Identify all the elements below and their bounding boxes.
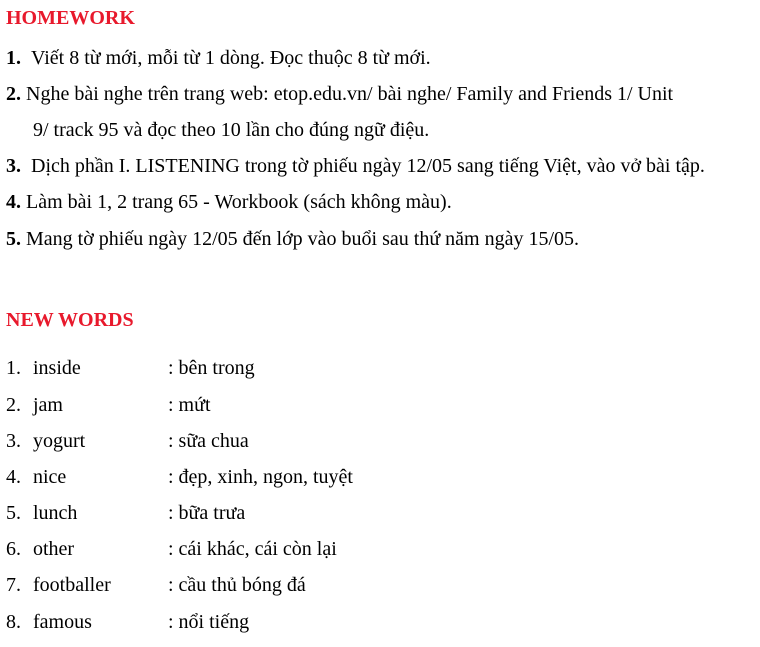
new-word-meaning: : đẹp, xinh, ngon, tuyệt xyxy=(168,466,353,488)
new-word-english: yogurt xyxy=(33,430,86,452)
homework-item-text: Dịch phần I. LISTENING trong tờ phiếu ngày 12/05 sang tiếng Việt, vào vở bài tập. xyxy=(31,155,705,177)
homework-item-number: 4. xyxy=(6,191,21,213)
new-word-number: 3. xyxy=(6,430,21,452)
new-word-meaning: : cầu thủ bóng đá xyxy=(168,574,306,596)
homework-item-2 xyxy=(6,82,673,106)
homework-item-2-continuation: 9/ track 95 và đọc theo 10 lần cho đúng ngữ điệu. xyxy=(33,119,430,141)
homework-heading: HOMEWORK xyxy=(6,7,135,29)
homework-item-number: 1. xyxy=(6,47,21,69)
homework-item-text: Làm bài 1, 2 trang 65 - Workbook (sách không màu). xyxy=(26,191,452,213)
new-word-meaning: : sữa chua xyxy=(168,430,249,452)
new-word-number: 2. xyxy=(6,394,21,416)
new-word-number: 8. xyxy=(6,611,21,633)
homework-item-5 xyxy=(6,227,579,251)
new-word-number: 6. xyxy=(6,538,21,560)
homework-item-4 xyxy=(6,190,452,214)
new-word-meaning: : bên trong xyxy=(168,357,255,379)
new-words-heading: NEW WORDS xyxy=(6,309,134,331)
new-word-english: other xyxy=(33,538,75,560)
new-word-english: famous xyxy=(33,611,92,633)
new-word-meaning: : cái khác, cái còn lại xyxy=(168,538,337,560)
new-word-number: 4. xyxy=(6,466,21,488)
new-word-meaning: : bữa trưa xyxy=(168,502,246,524)
new-word-meaning: : nổi tiếng xyxy=(168,611,250,633)
homework-item-text: Mang tờ phiếu ngày 12/05 đến lớp vào buổi sau thứ năm ngày 15/05. xyxy=(26,228,580,250)
new-word-english: footballer xyxy=(33,574,111,596)
new-word-english: inside xyxy=(33,357,81,379)
new-word-english: lunch xyxy=(33,502,78,524)
homework-item-number: 3. xyxy=(6,155,21,177)
homework-item-text: Viết 8 từ mới, mỗi từ 1 dòng. Đọc thuộc 8 từ mới. xyxy=(31,47,431,69)
homework-item-number: 5. xyxy=(6,228,21,250)
new-word-number: 7. xyxy=(6,574,21,596)
homework-item-text: Nghe bài nghe trên trang web: etop.edu.vn/ bài nghe/ Family and Friends 1/ Unit xyxy=(26,83,674,105)
homework-item-3 xyxy=(6,154,705,178)
new-word-number: 1. xyxy=(6,357,21,379)
homework-item-number: 2. xyxy=(6,83,21,105)
new-word-number: 5. xyxy=(6,502,21,524)
new-word-meaning: : mứt xyxy=(168,394,211,416)
homework-item-1 xyxy=(6,46,431,70)
new-word-english: jam xyxy=(33,394,63,416)
new-word-english: nice xyxy=(33,466,67,488)
